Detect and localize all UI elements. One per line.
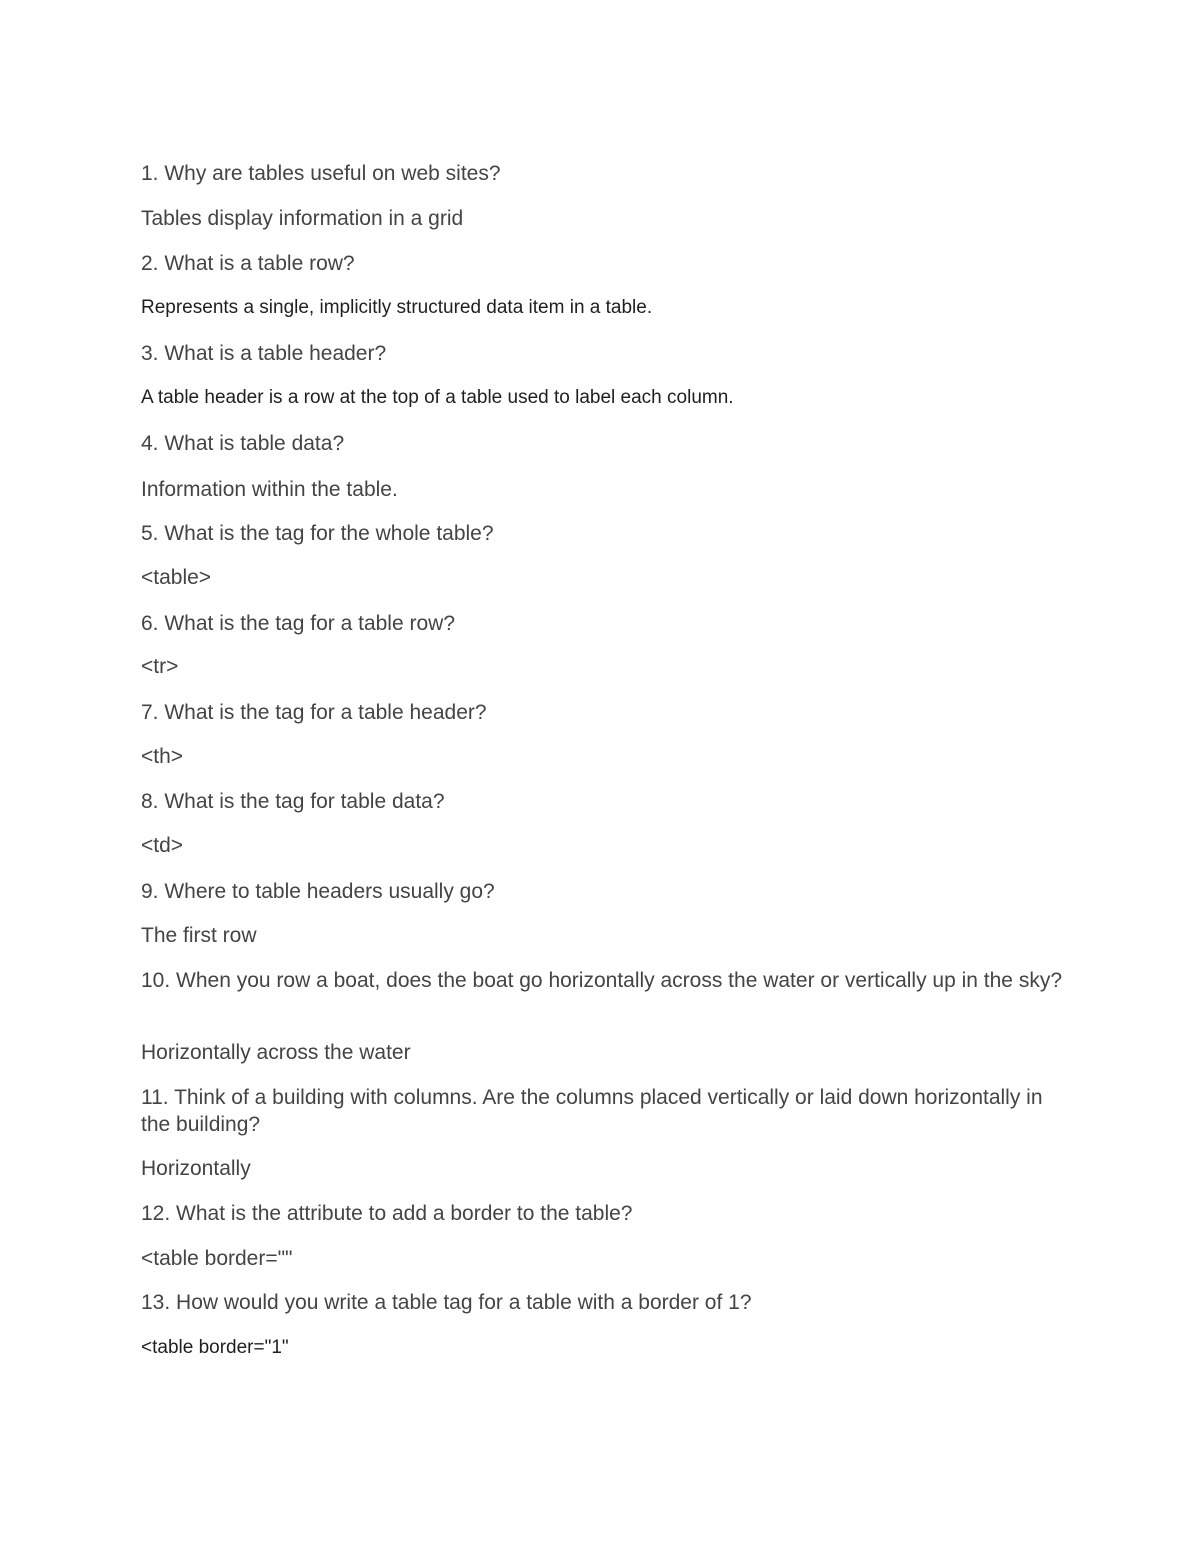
answer-3: A table header is a row at the top of a table used to label each column. [141, 387, 734, 408]
answer-10: Horizontally across the water [141, 1041, 411, 1064]
question-12: 12. What is the attribute to add a border to the table? [141, 1202, 633, 1225]
question-3: 3. What is a table header? [141, 342, 387, 365]
answer-9: The first row [141, 924, 257, 947]
question-2: 2. What is a table row? [141, 252, 355, 275]
answer-8: <td> [141, 834, 184, 857]
answer-13: <table border="1" [141, 1337, 289, 1358]
question-13: 13. How would you write a table tag for a table with a border of 1? [141, 1291, 752, 1314]
answer-11: Horizontally [141, 1157, 251, 1180]
question-11: 11. Think of a building with columns. Are the columns placed vertically or laid down horizontally in the building? [141, 1086, 1043, 1136]
answer-4: Information within the table. [141, 478, 398, 501]
question-4: 4. What is table data? [141, 432, 345, 455]
answer-7: <th> [141, 745, 184, 768]
question-6: 6. What is the tag for a table row? [141, 612, 455, 635]
answer-6: <tr> [141, 655, 179, 678]
answer-2: Represents a single, implicitly structured data item in a table. [141, 297, 653, 318]
question-10: 10. When you row a boat, does the boat go horizontally across the water or vertically up in the sky? [141, 969, 1062, 992]
question-1: 1. Why are tables useful on web sites? [141, 162, 501, 185]
question-5: 5. What is the tag for the whole table? [141, 522, 494, 545]
question-7: 7. What is the tag for a table header? [141, 701, 487, 724]
answer-5: <table> [141, 566, 212, 589]
question-8: 8. What is the tag for table data? [141, 790, 445, 813]
answer-1: Tables display information in a grid [141, 207, 464, 230]
answer-12: <table border="" [141, 1247, 293, 1270]
question-9: 9. Where to table headers usually go? [141, 880, 495, 903]
